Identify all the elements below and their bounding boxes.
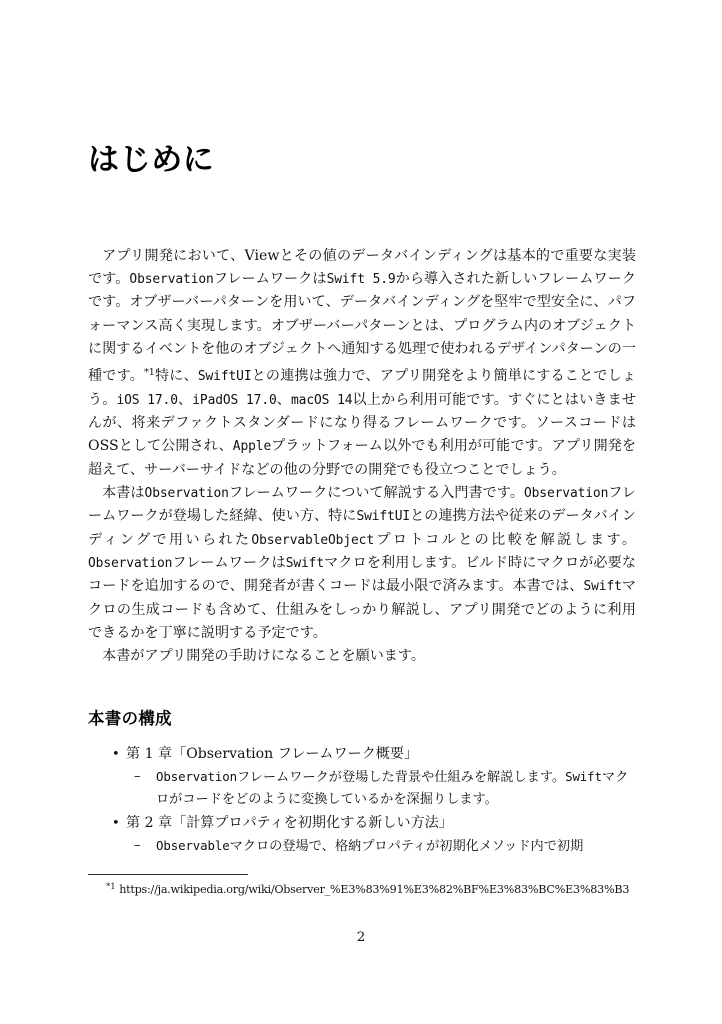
chapter-title: はじめに bbox=[88, 142, 215, 178]
text-run: フレームワークについて解説する入門書です。 bbox=[228, 485, 524, 502]
term-view: View bbox=[244, 247, 280, 264]
text-run: アプリ開発において、 bbox=[102, 247, 245, 264]
text-run: から導入された新しいフレームワークです。オブザーバーパターンを用いて、データバインディングを堅牢で型安全に、パフォーマンス高く実現します。オブザーバーパターンとは、プログラム内のオブジェクトに関するイベントを他のオブジェクトへ通知する処理で使われるデザインパターンの一種です。 bbox=[88, 270, 636, 385]
bullet-glyph-icon: • bbox=[112, 815, 120, 831]
term-observation: Observation bbox=[523, 486, 609, 502]
list-item-label: 第 2 章「計算プロパティを初期化する新しい方法」 bbox=[126, 814, 453, 831]
list-item-label: 第 1 章「 bbox=[126, 745, 187, 762]
term-apple: Apple bbox=[232, 439, 272, 455]
list-item bbox=[88, 812, 636, 859]
footnote-separator-rule bbox=[88, 874, 248, 875]
chapter-detail-list bbox=[126, 835, 636, 858]
paragraph-1 bbox=[88, 245, 636, 482]
text-run: 特に、 bbox=[154, 368, 198, 385]
text-run: フレームワークが登場した経緯、使い方、特に bbox=[88, 485, 636, 525]
page-content bbox=[88, 0, 636, 858]
term-ipados-version: iPadOS 17.0 bbox=[192, 392, 277, 408]
text-run: 本書がアプリ開発の手助けになることを願います。 bbox=[102, 648, 426, 665]
text-run: 本書は bbox=[102, 485, 145, 502]
text-run: マクロがコードをどのように変換しているかを深掘りします。 bbox=[156, 770, 629, 808]
text-run: プロトコルとの比較を解説します。 bbox=[373, 531, 636, 548]
bullet-glyph-icon: • bbox=[112, 746, 120, 762]
term-macos-version: macOS 14 bbox=[291, 392, 353, 408]
term-swiftui: SwiftUI bbox=[356, 509, 411, 525]
term-observation: Observation bbox=[129, 271, 214, 287]
term-ios-version: iOS 17.0 bbox=[116, 392, 178, 408]
footnote-reference-mark: *1 bbox=[143, 367, 155, 379]
term-oss: OSS bbox=[88, 438, 119, 455]
text-run: フレームワークは bbox=[213, 270, 327, 287]
footnote-area bbox=[88, 874, 708, 897]
text-run: マクロを利用します。ビルド時にマクロが必要なコードを追加するので、開発者が書くコードは最小限で済みます。本書では、 bbox=[88, 555, 636, 595]
term-observable: Observable bbox=[156, 838, 230, 854]
dash-glyph-icon: – bbox=[134, 769, 141, 785]
text-run: との連携方法や従来のデータバインディングで用いられた bbox=[88, 508, 636, 548]
term-observation: Observation bbox=[88, 556, 173, 572]
section-heading-structure: 本書の構成 bbox=[88, 708, 172, 728]
chapter-outline-list bbox=[88, 743, 636, 859]
list-item bbox=[126, 766, 636, 812]
term-observableobject: ObservableObject bbox=[251, 532, 374, 548]
introduction-body bbox=[88, 245, 636, 669]
text-run: フレームワークは bbox=[172, 555, 286, 572]
list-item-label-post: フレームワーク概要」 bbox=[273, 745, 419, 762]
term-swift: Swift bbox=[583, 579, 622, 595]
footnote-url[interactable]: https://ja.wikipedia.org/wiki/Observer_%E3%83%91%E3%82%BF%E3%83%BC%E3%83%B3 bbox=[119, 883, 630, 896]
footnote-number: *1 bbox=[106, 882, 116, 892]
term-observation: Observation bbox=[156, 769, 237, 785]
term-observation: Observation bbox=[144, 486, 229, 502]
text-run: 、 bbox=[276, 391, 291, 408]
text-run: プラットフォーム以外でも利用が可能です。アプリ開発を超えて、サーバーサイドなどの他の分野での開発でも役立つことでしょう。 bbox=[88, 438, 636, 478]
term-swiftui: SwiftUI bbox=[197, 369, 252, 385]
chapter-detail-list bbox=[126, 766, 636, 812]
text-run: マクロの登場で、格納プロパティが初期化メソッド内で初期 bbox=[229, 839, 584, 855]
term-swift-version: Swift 5.9 bbox=[326, 271, 396, 287]
term-swift: Swift bbox=[285, 556, 325, 572]
text-run: として公開され、 bbox=[118, 438, 233, 455]
text-run: フレームワークが登場した背景や仕組みを解説します。 bbox=[236, 770, 566, 786]
list-item bbox=[88, 743, 636, 812]
paragraph-3 bbox=[88, 645, 636, 668]
text-run: との連携は強力で、アプリ開発をより簡単にすることでしょう。 bbox=[88, 368, 637, 408]
text-run: 、 bbox=[177, 391, 193, 408]
term-swift: Swift bbox=[565, 769, 602, 785]
text-run: マクロの生成コードも含めて、仕組みをしっかり解説し、アプリ開発でどのように利用できるかを丁寧に説明する予定です。 bbox=[88, 578, 636, 642]
dash-glyph-icon: – bbox=[134, 838, 141, 854]
text-run: とその値のデータバインディングは基本的で重要な実装です。 bbox=[88, 247, 636, 287]
paragraph-2 bbox=[88, 482, 636, 645]
text-run: 以上から利用可能です。すぐにとはいきませんが、将来デファクトスタンダードになり得るフレームワークです。ソースコードは bbox=[88, 391, 636, 432]
term-observation: Observation bbox=[186, 745, 274, 762]
page-number: 2 bbox=[356, 930, 366, 945]
footnote-entry bbox=[88, 880, 708, 897]
list-item bbox=[126, 835, 636, 858]
